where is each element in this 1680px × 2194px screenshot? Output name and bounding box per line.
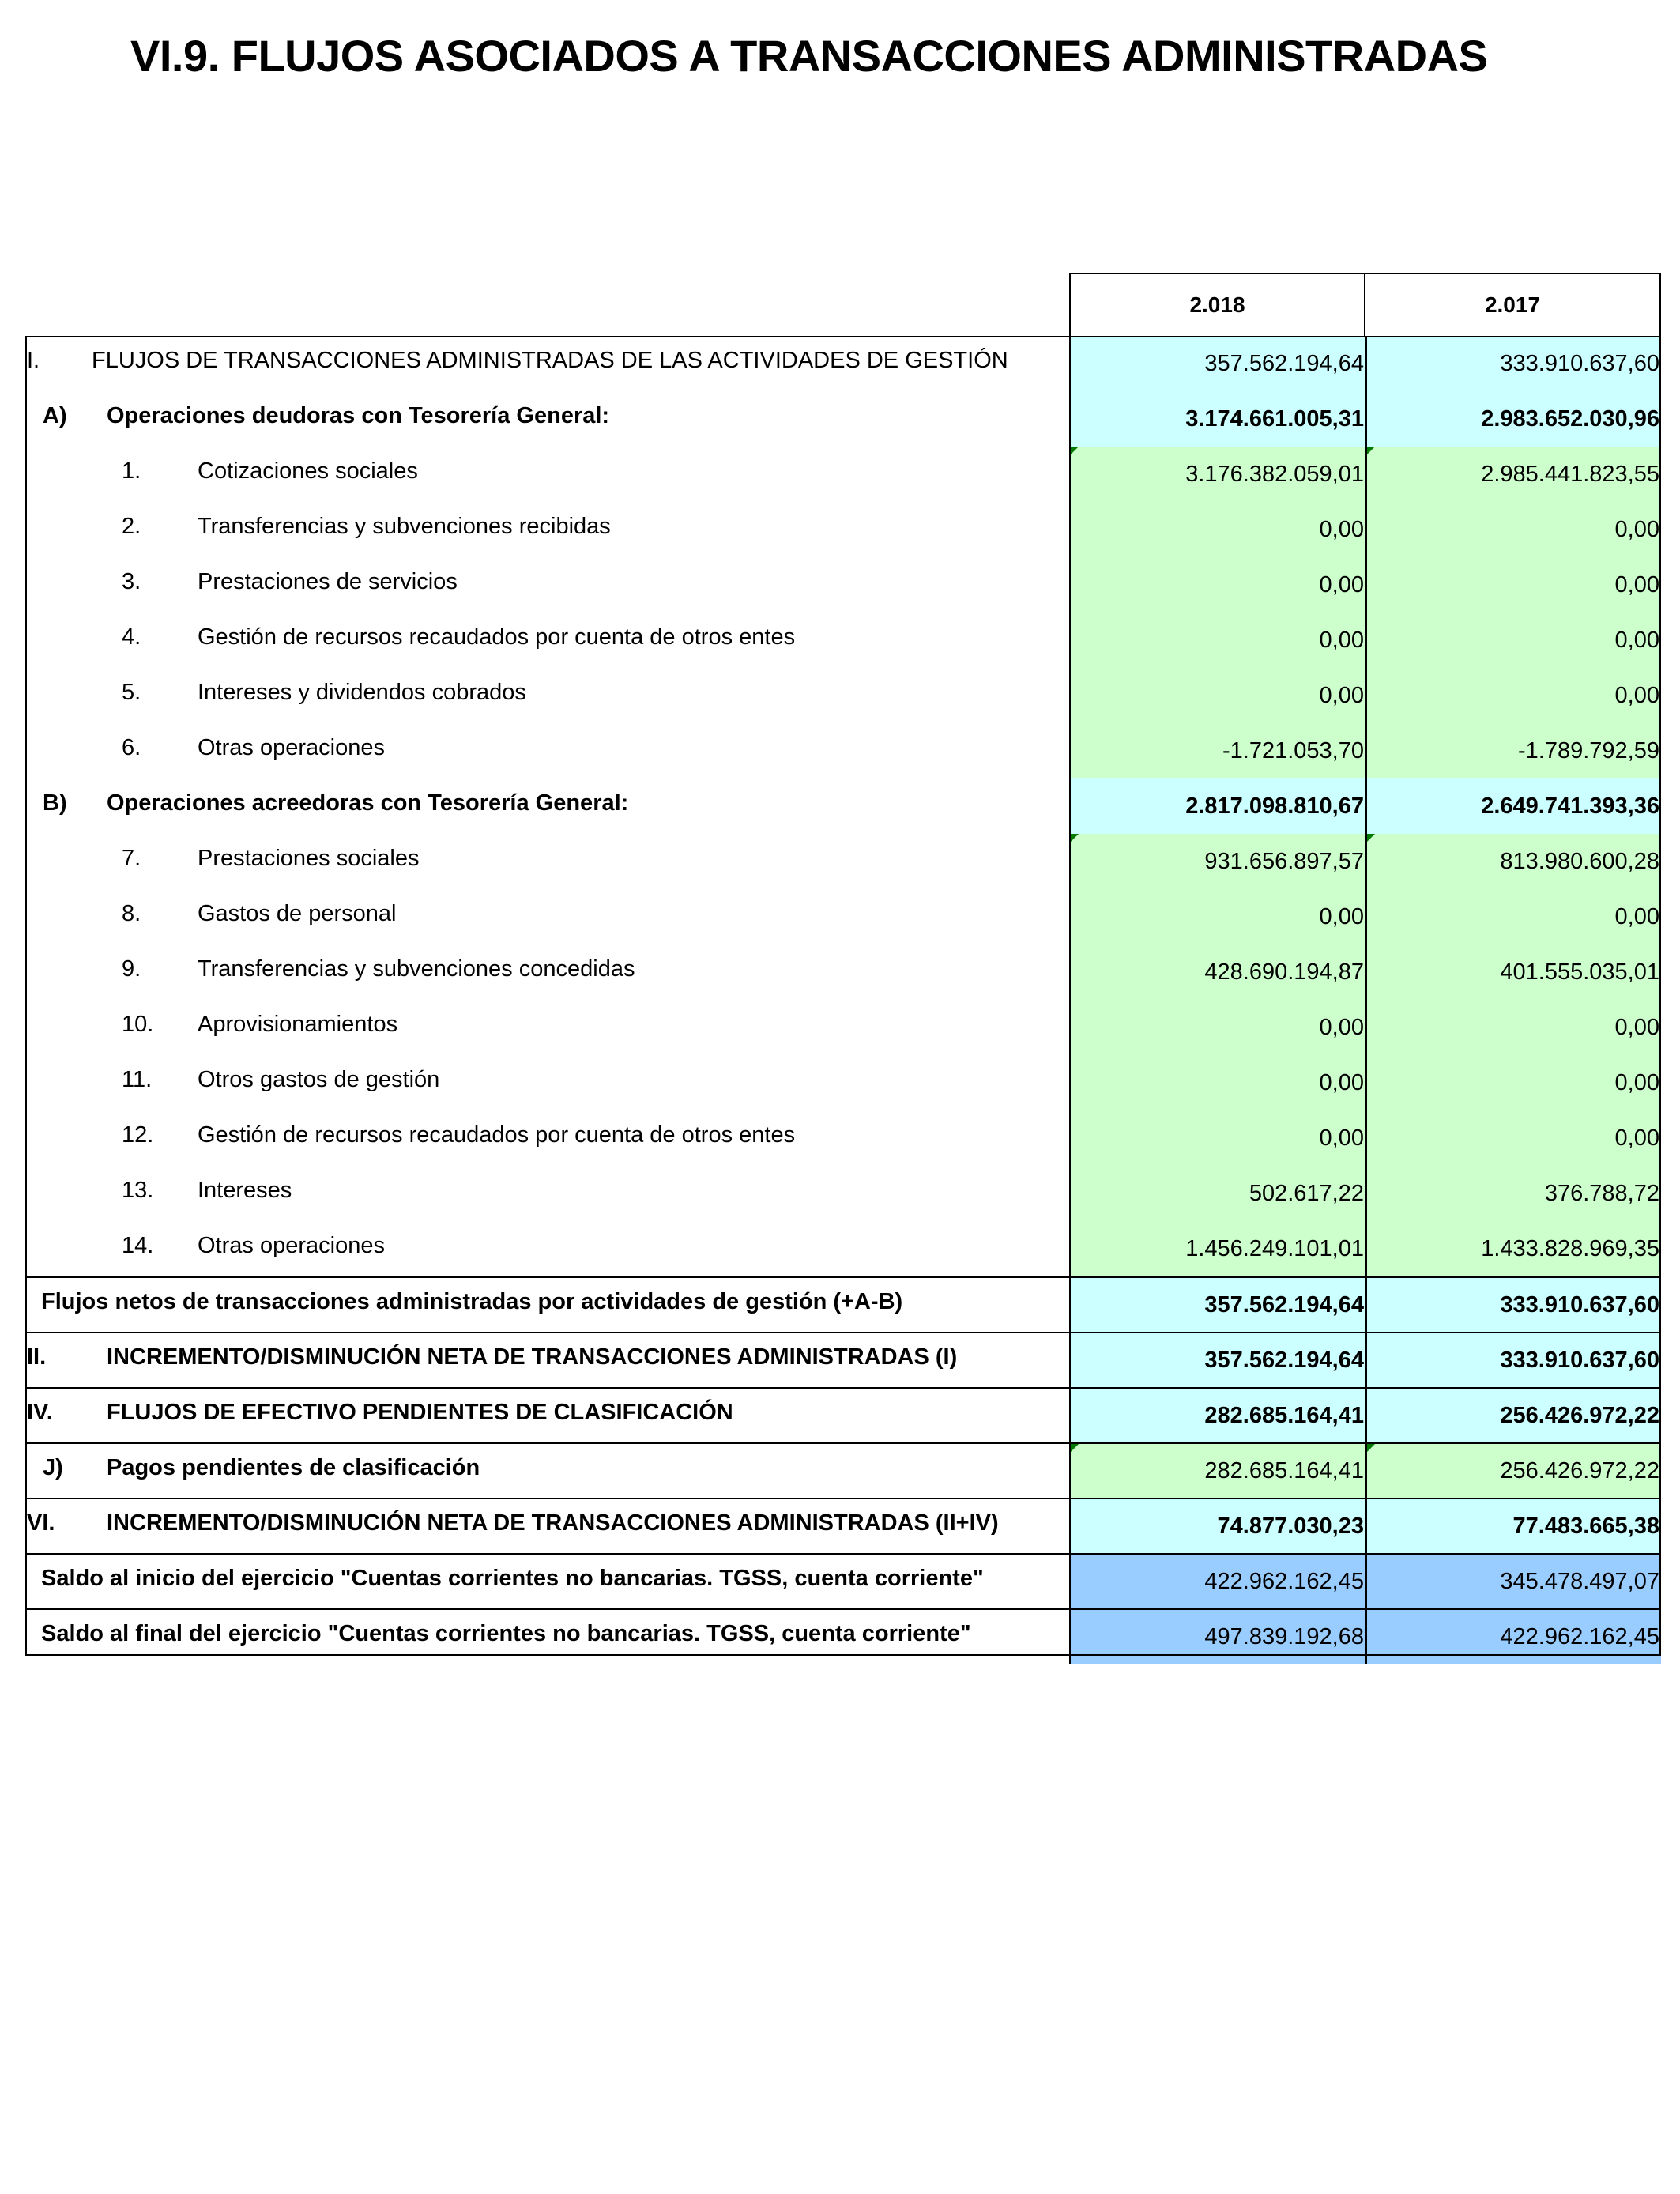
table-row: [25, 1608, 1661, 1664]
value-2018: 2.817.098.810,67: [1069, 778, 1365, 834]
row-number: 7.: [122, 846, 141, 872]
page-title: VI.9. FLUJOS ASOCIADOS A TRANSACCIONES ADMINISTRADAS: [130, 31, 1488, 81]
row-number: 2.: [122, 514, 141, 540]
row-number: A): [43, 403, 67, 429]
value-2017: 2.983.652.030,96: [1365, 391, 1661, 447]
value-2018: 357.562.194,64: [1069, 1278, 1365, 1332]
table-row: [25, 944, 1661, 1000]
value-2017: 422.962.162,45: [1365, 1610, 1661, 1664]
row-label: Otras operaciones: [198, 1233, 385, 1259]
table-row: [25, 1221, 1661, 1276]
row-number: 1.: [122, 458, 141, 484]
value-2017: 345.478.497,07: [1365, 1555, 1661, 1608]
row-label: Otros gastos de gestión: [198, 1067, 440, 1093]
value-2017: 0,00: [1365, 668, 1661, 723]
row-label: Operaciones acreedoras con Tesorería General:: [107, 790, 629, 816]
row-label: Pagos pendientes de clasificación: [107, 1455, 480, 1481]
table-row: [25, 723, 1661, 778]
row-number: 5.: [122, 680, 141, 706]
value-2017: 2.649.741.393,36: [1365, 778, 1661, 834]
table-row: [25, 1000, 1661, 1055]
value-2017: 2.985.441.823,55: [1365, 447, 1661, 502]
value-2018: 497.839.192,68: [1069, 1610, 1365, 1664]
row-number: 8.: [122, 901, 141, 927]
value-2018: 282.685.164,41: [1069, 1444, 1365, 1498]
row-label: Prestaciones sociales: [198, 846, 420, 872]
value-2018: 0,00: [1069, 889, 1365, 944]
row-number: 4.: [122, 624, 141, 650]
row-number: 11.: [122, 1067, 153, 1093]
table-row: [25, 391, 1661, 447]
table-row: [25, 336, 1661, 391]
value-2017: 0,00: [1365, 502, 1661, 557]
value-2017: 256.426.972,22: [1365, 1389, 1661, 1442]
table-row: [25, 447, 1661, 502]
value-2017: 256.426.972,22: [1365, 1444, 1661, 1498]
table-row: [25, 1110, 1661, 1166]
row-number: 6.: [122, 735, 141, 761]
row-number: II.: [27, 1344, 47, 1370]
row-label: Intereses: [198, 1178, 292, 1204]
value-2018: 3.176.382.059,01: [1069, 447, 1365, 502]
row-label: Gestión de recursos recaudados por cuenta de otros entes: [198, 624, 796, 650]
table-row: [25, 1332, 1661, 1387]
row-label: Otras operaciones: [198, 735, 385, 761]
value-2018: 428.690.194,87: [1069, 944, 1365, 1000]
row-label: Saldo al final del ejercicio "Cuentas corrientes no bancarias. TGSS, cuenta corriente": [41, 1621, 971, 1647]
table-row: [25, 502, 1661, 557]
row-label: Transferencias y subvenciones recibidas: [198, 514, 611, 540]
value-2017: 333.910.637,60: [1365, 1278, 1661, 1332]
row-number: B): [43, 790, 67, 816]
value-2017: 0,00: [1365, 889, 1661, 944]
row-number: 14.: [122, 1233, 154, 1259]
table-row: [25, 1166, 1661, 1221]
row-label: Cotizaciones sociales: [198, 458, 418, 484]
row-number: J): [43, 1455, 63, 1481]
table-row: [25, 1276, 1661, 1332]
value-2017: 0,00: [1365, 1000, 1661, 1055]
value-2018: 0,00: [1069, 502, 1365, 557]
value-2018: 0,00: [1069, 613, 1365, 668]
row-label: Operaciones deudoras con Tesorería General:: [107, 403, 610, 429]
row-label: INCREMENTO/DISMINUCIÓN NETA DE TRANSACCIONES ADMINISTRADAS (II+IV): [107, 1510, 999, 1536]
value-2018: 3.174.661.005,31: [1069, 391, 1365, 447]
row-label: Gastos de personal: [198, 901, 397, 927]
row-label: INCREMENTO/DISMINUCIÓN NETA DE TRANSACCIONES ADMINISTRADAS (I): [107, 1344, 958, 1370]
value-2017: -1.789.792,59: [1365, 723, 1661, 778]
row-number: 10.: [122, 1012, 154, 1038]
table-row: [25, 778, 1661, 834]
table-row: [25, 668, 1661, 723]
value-2018: 357.562.194,64: [1069, 1333, 1365, 1387]
value-2018: 931.656.897,57: [1069, 834, 1365, 889]
value-2018: 357.562.194,64: [1069, 336, 1365, 391]
value-2018: 0,00: [1069, 1000, 1365, 1055]
value-2018: 0,00: [1069, 1110, 1365, 1166]
row-label: Intereses y dividendos cobrados: [198, 680, 526, 706]
value-2017: 0,00: [1365, 1110, 1661, 1166]
table-row: [25, 1055, 1661, 1110]
value-2017: 0,00: [1365, 1055, 1661, 1110]
row-number: IV.: [27, 1400, 53, 1426]
flows-table: [25, 336, 1661, 1664]
row-number: I.: [27, 348, 40, 374]
value-2018: 1.456.249.101,01: [1069, 1221, 1365, 1276]
row-number: 9.: [122, 956, 141, 982]
row-number: 13.: [122, 1178, 154, 1204]
row-label: Prestaciones de servicios: [198, 569, 458, 595]
table-row: [25, 1387, 1661, 1442]
row-label: FLUJOS DE TRANSACCIONES ADMINISTRADAS DE LAS ACTIVIDADES DE GESTIÓN: [92, 348, 1008, 374]
row-label: Aprovisionamientos: [198, 1012, 398, 1038]
value-2018: 282.685.164,41: [1069, 1389, 1365, 1442]
value-2018: 74.877.030,23: [1069, 1499, 1365, 1553]
value-2017: 401.555.035,01: [1365, 944, 1661, 1000]
row-label: Saldo al inicio del ejercicio "Cuentas corrientes no bancarias. TGSS, cuenta corriente": [41, 1566, 984, 1592]
value-2018: 0,00: [1069, 557, 1365, 613]
value-2017: 376.788,72: [1365, 1166, 1661, 1221]
value-2018: 422.962.162,45: [1069, 1555, 1365, 1608]
table-row: [25, 557, 1661, 613]
row-label: FLUJOS DE EFECTIVO PENDIENTES DE CLASIFICACIÓN: [107, 1400, 733, 1426]
table-row: [25, 613, 1661, 668]
value-2017: 0,00: [1365, 613, 1661, 668]
value-2017: 333.910.637,60: [1365, 336, 1661, 391]
value-2017: 813.980.600,28: [1365, 834, 1661, 889]
table-row: [25, 1442, 1661, 1498]
value-2017: 77.483.665,38: [1365, 1499, 1661, 1553]
value-2018: 502.617,22: [1069, 1166, 1365, 1221]
table-row: [25, 889, 1661, 944]
value-2017: 333.910.637,60: [1365, 1333, 1661, 1387]
value-2017: 1.433.828.969,35: [1365, 1221, 1661, 1276]
value-2018: -1.721.053,70: [1069, 723, 1365, 778]
value-2018: 0,00: [1069, 668, 1365, 723]
row-label: Transferencias y subvenciones concedidas: [198, 956, 635, 982]
row-number: 3.: [122, 569, 141, 595]
table-row: [25, 1553, 1661, 1608]
column-header-2018: 2.018: [1069, 273, 1365, 336]
row-number: VI.: [27, 1510, 55, 1536]
row-label: Flujos netos de transacciones administradas por actividades de gestión (+A-B): [41, 1289, 903, 1315]
table-row: [25, 1498, 1661, 1553]
row-number: 12.: [122, 1122, 154, 1148]
column-header-2017: 2.017: [1364, 273, 1661, 336]
table-row: [25, 834, 1661, 889]
value-2018: 0,00: [1069, 1055, 1365, 1110]
value-2017: 0,00: [1365, 557, 1661, 613]
row-label: Gestión de recursos recaudados por cuenta de otros entes: [198, 1122, 796, 1148]
